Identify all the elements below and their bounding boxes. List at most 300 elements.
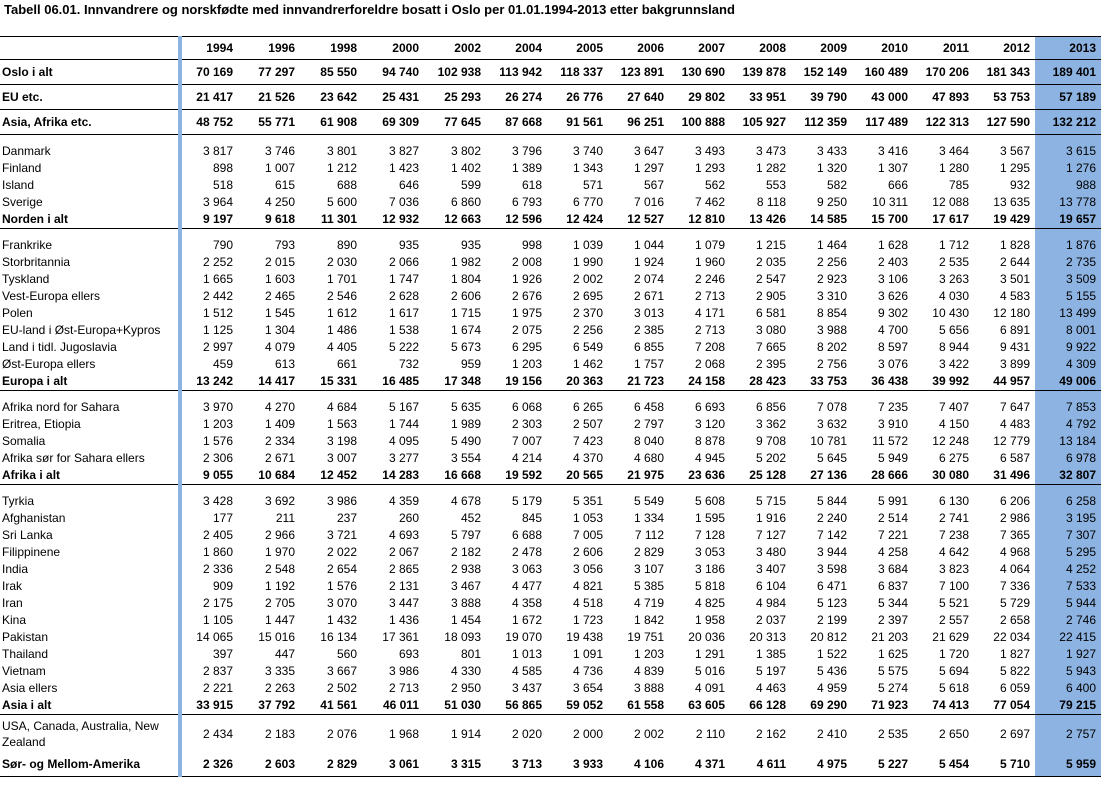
value-cell: 959: [460, 357, 481, 371]
value-cell: 2 557: [938, 613, 969, 627]
value-cell: 1 402: [450, 161, 481, 175]
value-cell: 7 238: [938, 528, 969, 542]
value-cell: 1 291: [694, 647, 725, 661]
table-row: [0, 399, 1101, 416]
value-cell: 7 853: [1035, 399, 1101, 416]
value-cell: 4 477: [511, 579, 542, 593]
value-cell: 2 303: [511, 417, 542, 431]
value-cell: 2 442: [202, 289, 233, 303]
value-cell: 87 668: [486, 110, 547, 135]
value-cell: 3 407: [755, 562, 786, 576]
value-cell: 4 792: [1035, 416, 1101, 433]
value-cell: 5 521: [938, 596, 969, 610]
value-cell: 1 280: [938, 161, 969, 175]
value-cell: 3 310: [816, 289, 847, 303]
row-label: Vietnam: [0, 663, 180, 680]
value-cell: 5 729: [999, 596, 1030, 610]
value-cell: 6 059: [999, 681, 1030, 695]
table-row: [0, 450, 1101, 467]
value-cell: 4 359: [388, 494, 419, 508]
value-cell: 36 438: [852, 373, 913, 391]
total-row: [0, 60, 1101, 85]
value-cell: 7 036: [388, 195, 419, 209]
value-cell: 21 417: [180, 85, 238, 110]
value-cell: 2 735: [1035, 254, 1101, 271]
value-cell: 3 070: [326, 596, 357, 610]
value-cell: 7 005: [572, 528, 603, 542]
population-table: [0, 36, 1101, 777]
value-cell: 1 576: [202, 434, 233, 448]
row-label: Sverige: [0, 194, 180, 211]
value-cell: 4 095: [388, 434, 419, 448]
value-cell: 1 828: [999, 238, 1030, 252]
value-cell: 518: [212, 178, 233, 192]
value-cell: 1 723: [572, 613, 603, 627]
table-row: [0, 680, 1101, 697]
value-cell: 1 079: [694, 238, 725, 252]
value-cell: 113 942: [486, 60, 547, 85]
value-cell: 3 007: [326, 451, 357, 465]
value-cell: 1 343: [572, 161, 603, 175]
value-cell: 139 878: [730, 60, 791, 85]
spacer-row: [0, 391, 1101, 400]
table-row: [0, 322, 1101, 339]
row-label: Land i tidl. Jugoslavia: [0, 339, 180, 356]
value-cell: 1 436: [388, 613, 419, 627]
value-cell: 5 575: [877, 664, 908, 678]
value-cell: 25 431: [362, 85, 424, 110]
value-cell: 10 430: [932, 306, 969, 320]
value-cell: 3 888: [450, 596, 481, 610]
value-cell: 5 694: [938, 664, 969, 678]
value-cell: 7 142: [816, 528, 847, 542]
value-cell: 20 565: [547, 467, 608, 485]
value-cell: 13 426: [730, 211, 791, 229]
value-cell: 4 680: [633, 451, 664, 465]
value-cell: 25 128: [730, 467, 791, 485]
value-cell: 39 790: [791, 85, 852, 110]
value-cell: 4 968: [999, 545, 1030, 559]
value-cell: 1 927: [1035, 646, 1101, 663]
value-cell: 2 336: [202, 562, 233, 576]
table-row: [0, 663, 1101, 680]
value-cell: 1 665: [202, 272, 233, 286]
value-cell: 8 854: [816, 306, 847, 320]
value-cell: 10 781: [810, 434, 847, 448]
value-cell: 2 221: [202, 681, 233, 695]
value-cell: 4 984: [755, 596, 786, 610]
value-cell: 1 192: [264, 579, 295, 593]
year-header: 2010: [852, 37, 913, 60]
value-cell: 3 746: [264, 144, 295, 158]
table-row: [0, 629, 1101, 646]
value-cell: 1 712: [938, 238, 969, 252]
value-cell: 571: [582, 178, 603, 192]
value-cell: 4 079: [264, 340, 295, 354]
value-cell: 260: [398, 511, 419, 525]
value-cell: 4 684: [326, 400, 357, 414]
value-cell: 1 715: [450, 306, 481, 320]
value-cell: 3 986: [326, 494, 357, 508]
value-cell: 2 183: [264, 726, 295, 741]
value-cell: 4 309: [1035, 356, 1101, 373]
value-cell: 3 647: [633, 144, 664, 158]
year-header: 2008: [730, 37, 791, 60]
value-cell: 1 512: [202, 306, 233, 320]
value-cell: 117 489: [852, 110, 913, 135]
year-header: 2013: [1035, 37, 1101, 60]
value-cell: 5 608: [694, 494, 725, 508]
value-cell: 13 499: [1035, 305, 1101, 322]
total-row: [0, 467, 1101, 485]
value-cell: 33 753: [791, 373, 852, 391]
value-cell: 3 464: [938, 144, 969, 158]
value-cell: 14 065: [196, 630, 233, 644]
value-cell: 2 068: [694, 357, 725, 371]
value-cell: 71 923: [852, 697, 913, 715]
value-cell: 1 603: [264, 272, 295, 286]
value-cell: 20 812: [810, 630, 847, 644]
value-cell: 2 199: [816, 613, 847, 627]
value-cell: 102 938: [424, 60, 486, 85]
year-header: 2012: [974, 37, 1035, 60]
value-cell: 4 693: [388, 528, 419, 542]
value-cell: 2 066: [388, 255, 419, 269]
value-cell: 5 202: [755, 451, 786, 465]
value-cell: 12 527: [608, 211, 669, 229]
row-label: Vest-Europa ellers: [0, 288, 180, 305]
value-cell: 7 365: [999, 528, 1030, 542]
row-label: Øst-Europa ellers: [0, 356, 180, 373]
row-label: Somalia: [0, 433, 180, 450]
row-label: Frankrike: [0, 237, 180, 254]
total-row: [0, 85, 1101, 110]
value-cell: 2 465: [264, 289, 295, 303]
value-cell: 3 013: [633, 306, 664, 320]
row-label: India: [0, 561, 180, 578]
value-cell: 12 810: [669, 211, 730, 229]
value-cell: 6 104: [755, 579, 786, 593]
value-cell: 2 175: [202, 596, 233, 610]
value-cell: 12 180: [993, 306, 1030, 320]
value-cell: 28 423: [730, 373, 791, 391]
value-cell: 32 807: [1035, 467, 1101, 485]
value-cell: 5 818: [694, 579, 725, 593]
value-cell: 22 415: [1035, 629, 1101, 646]
value-cell: 3 416: [877, 144, 908, 158]
value-cell: 2 000: [572, 726, 603, 741]
table-row: [0, 271, 1101, 288]
value-cell: 19 156: [486, 373, 547, 391]
value-cell: 2 797: [633, 417, 664, 431]
value-cell: 2 829: [633, 545, 664, 559]
value-cell: 7 423: [572, 434, 603, 448]
value-cell: 4 252: [1035, 561, 1101, 578]
value-cell: 19 751: [627, 630, 664, 644]
value-cell: 2 405: [202, 528, 233, 542]
value-cell: 2 923: [816, 272, 847, 286]
value-cell: 2 756: [816, 357, 847, 371]
value-cell: 397: [212, 647, 233, 661]
value-cell: 5 600: [326, 195, 357, 209]
value-cell: 10 311: [872, 195, 908, 209]
row-label: Afrika sør for Sahara ellers: [0, 450, 180, 467]
value-cell: 2 256: [816, 255, 847, 269]
value-cell: 1 304: [264, 323, 295, 337]
value-cell: 237: [336, 511, 357, 525]
value-cell: 46 011: [362, 697, 424, 715]
value-cell: 2 671: [264, 451, 295, 465]
value-cell: 39 992: [913, 373, 974, 391]
value-cell: 3 120: [694, 417, 725, 431]
value-cell: 6 265: [572, 400, 603, 414]
value-cell: 693: [398, 647, 419, 661]
value-cell: 9 055: [180, 467, 238, 485]
value-cell: 1 091: [572, 647, 603, 661]
value-cell: 19 070: [505, 630, 542, 644]
row-label: Island: [0, 177, 180, 194]
value-cell: 1 990: [572, 255, 603, 269]
table-row: [0, 595, 1101, 612]
value-cell: 1 007: [264, 161, 295, 175]
value-cell: 2 535: [938, 255, 969, 269]
value-cell: 12 779: [993, 434, 1030, 448]
value-cell: 77 297: [238, 60, 300, 85]
value-cell: 4 585: [511, 664, 542, 678]
value-cell: 2 110: [695, 726, 725, 741]
value-cell: 44 957: [974, 373, 1035, 391]
value-cell: 17 348: [424, 373, 486, 391]
value-cell: 5 179: [511, 494, 542, 508]
value-cell: 3 063: [511, 562, 542, 576]
value-cell: 1 989: [450, 417, 481, 431]
value-cell: 8 001: [1035, 322, 1101, 339]
row-label: Kina: [0, 612, 180, 629]
value-cell: 1 203: [633, 647, 664, 661]
value-cell: 8 040: [633, 434, 664, 448]
value-cell: 1 385: [755, 647, 786, 661]
value-cell: 2 076: [326, 726, 357, 741]
value-cell: 26 776: [547, 85, 608, 110]
table-title: Tabell 06.01. Innvandrere og norskfødte med innvandrerforeldre bosatt i Oslo per 01.01.1994-2013 etter bakgrunnsland: [4, 2, 735, 17]
value-cell: 2 478: [511, 545, 542, 559]
value-cell: 1 486: [326, 323, 357, 337]
value-cell: 1 576: [326, 579, 357, 593]
value-cell: 6 275: [938, 451, 969, 465]
value-cell: 15 331: [300, 373, 362, 391]
value-cell: 3 080: [755, 323, 786, 337]
value-cell: 661: [336, 357, 357, 371]
value-cell: 3 899: [999, 357, 1030, 371]
value-cell: 1 842: [633, 613, 664, 627]
value-cell: 618: [521, 178, 542, 192]
value-cell: 1 545: [264, 306, 295, 320]
value-cell: 553: [765, 178, 786, 192]
value-cell: 1 053: [572, 511, 603, 525]
value-cell: 53 753: [974, 85, 1035, 110]
value-cell: 2 650: [938, 726, 969, 741]
value-cell: 6 206: [999, 494, 1030, 508]
value-cell: 24 158: [669, 373, 730, 391]
year-header: 2005: [547, 37, 608, 60]
value-cell: 2 966: [264, 528, 295, 542]
value-cell: 1 970: [264, 545, 295, 559]
value-cell: 112 359: [791, 110, 852, 135]
value-cell: 2 546: [326, 289, 357, 303]
value-cell: 79 215: [1035, 697, 1101, 715]
value-cell: 6 458: [633, 400, 664, 414]
value-cell: 3 198: [326, 434, 357, 448]
value-cell: 615: [274, 178, 295, 192]
value-cell: 3 823: [938, 562, 969, 576]
value-cell: 3 106: [877, 272, 908, 286]
value-cell: 4 091: [694, 681, 725, 695]
value-cell: 1 282: [755, 161, 786, 175]
value-cell: 3 263: [938, 272, 969, 286]
value-cell: 5 155: [1035, 288, 1101, 305]
value-cell: 118 337: [547, 60, 608, 85]
value-cell: 12 452: [300, 467, 362, 485]
value-cell: 2 162: [755, 726, 786, 741]
value-cell: 4 405: [326, 340, 357, 354]
value-cell: 1 212: [326, 161, 357, 175]
row-label: Europa i alt: [0, 373, 180, 391]
value-cell: 16 485: [362, 373, 424, 391]
value-cell: 15 700: [852, 211, 913, 229]
value-cell: 189 401: [1035, 60, 1101, 85]
value-cell: 4 358: [511, 596, 542, 610]
value-cell: 4 330: [450, 664, 481, 678]
value-cell: 61 558: [608, 697, 669, 715]
value-cell: 7 307: [1035, 527, 1101, 544]
value-cell: 2 263: [264, 681, 295, 695]
value-cell: 2 548: [264, 562, 295, 576]
value-cell: 4 171: [694, 306, 725, 320]
year-header: 2002: [424, 37, 486, 60]
value-cell: 2 252: [202, 255, 233, 269]
value-cell: 2 606: [572, 545, 603, 559]
table-row: [0, 544, 1101, 561]
value-cell: 1 975: [511, 306, 542, 320]
header-label-cell: [0, 37, 180, 60]
value-cell: 43 000: [852, 85, 913, 110]
row-label: USA, Canada, Australia, New Zealand: [0, 715, 180, 753]
value-cell: 8 118: [756, 195, 786, 209]
value-cell: 2 502: [326, 681, 357, 695]
value-cell: 3 493: [694, 144, 725, 158]
value-cell: 6 837: [877, 579, 908, 593]
value-cell: 5 385: [633, 579, 664, 593]
year-header: 2000: [362, 37, 424, 60]
value-cell: 123 891: [608, 60, 669, 85]
value-cell: 1 295: [999, 161, 1030, 175]
value-cell: 459: [212, 357, 233, 371]
value-cell: 5 295: [1035, 544, 1101, 561]
value-cell: 33 915: [180, 697, 238, 715]
value-cell: 5 344: [877, 596, 908, 610]
value-cell: 935: [398, 238, 419, 252]
value-cell: 3 970: [202, 400, 233, 414]
value-cell: 1 612: [326, 306, 357, 320]
value-cell: 5 227: [852, 752, 913, 777]
value-cell: 2 938: [450, 562, 481, 576]
value-cell: 2 030: [326, 255, 357, 269]
value-cell: 21 975: [608, 467, 669, 485]
value-cell: 1 876: [1035, 237, 1101, 254]
row-label: Sri Lanka: [0, 527, 180, 544]
value-cell: 2 741: [938, 511, 969, 525]
table-row: [0, 305, 1101, 322]
value-cell: 5 549: [633, 494, 664, 508]
value-cell: 6 068: [511, 400, 542, 414]
table-row: [0, 578, 1101, 595]
value-cell: 152 149: [791, 60, 852, 85]
value-cell: 4 736: [572, 664, 603, 678]
value-cell: 9 250: [816, 195, 847, 209]
value-cell: 16 668: [424, 467, 486, 485]
value-cell: 3 933: [547, 752, 608, 777]
year-header: 2009: [791, 37, 852, 60]
value-cell: 22 034: [993, 630, 1030, 644]
value-cell: 2 022: [326, 545, 357, 559]
value-cell: 29 802: [669, 85, 730, 110]
value-cell: 1 960: [694, 255, 725, 269]
row-label: Oslo i alt: [0, 60, 180, 85]
value-cell: 1 447: [264, 613, 295, 627]
value-cell: 2 654: [326, 562, 357, 576]
value-cell: 9 922: [1035, 339, 1101, 356]
value-cell: 7 007: [511, 434, 542, 448]
value-cell: 3 362: [755, 417, 786, 431]
value-cell: 2 671: [633, 289, 664, 303]
value-cell: 1 293: [694, 161, 725, 175]
value-cell: 7 127: [755, 528, 786, 542]
value-cell: 1 744: [388, 417, 419, 431]
value-cell: 122 313: [913, 110, 974, 135]
value-cell: 3 888: [633, 681, 664, 695]
value-cell: 12 424: [547, 211, 608, 229]
table-row: [0, 527, 1101, 544]
value-cell: 4 583: [999, 289, 1030, 303]
value-cell: 1 389: [511, 161, 542, 175]
value-cell: 988: [1035, 177, 1101, 194]
value-cell: 41 561: [300, 697, 362, 715]
value-cell: 4 611: [730, 752, 791, 777]
value-cell: 9 618: [238, 211, 300, 229]
value-cell: 47 893: [913, 85, 974, 110]
value-cell: 1 462: [572, 357, 603, 371]
value-cell: 2 837: [202, 664, 233, 678]
value-cell: 18 093: [444, 630, 481, 644]
value-cell: 2 075: [511, 323, 542, 337]
row-label: Storbritannia: [0, 254, 180, 271]
value-cell: 1 105: [202, 613, 233, 627]
value-cell: 3 076: [877, 357, 908, 371]
value-cell: 3 107: [633, 562, 664, 576]
value-cell: 6 471: [816, 579, 847, 593]
table-row: [0, 254, 1101, 271]
value-cell: 27 136: [791, 467, 852, 485]
value-cell: 1 860: [202, 545, 233, 559]
value-cell: 6 860: [450, 195, 481, 209]
value-cell: 3 437: [511, 681, 542, 695]
value-cell: 12 088: [932, 195, 969, 209]
value-cell: 1 914: [450, 726, 481, 741]
value-cell: 3 554: [450, 451, 481, 465]
value-cell: 5 949: [877, 451, 908, 465]
value-cell: 2 997: [202, 340, 233, 354]
value-cell: 2 370: [572, 306, 603, 320]
